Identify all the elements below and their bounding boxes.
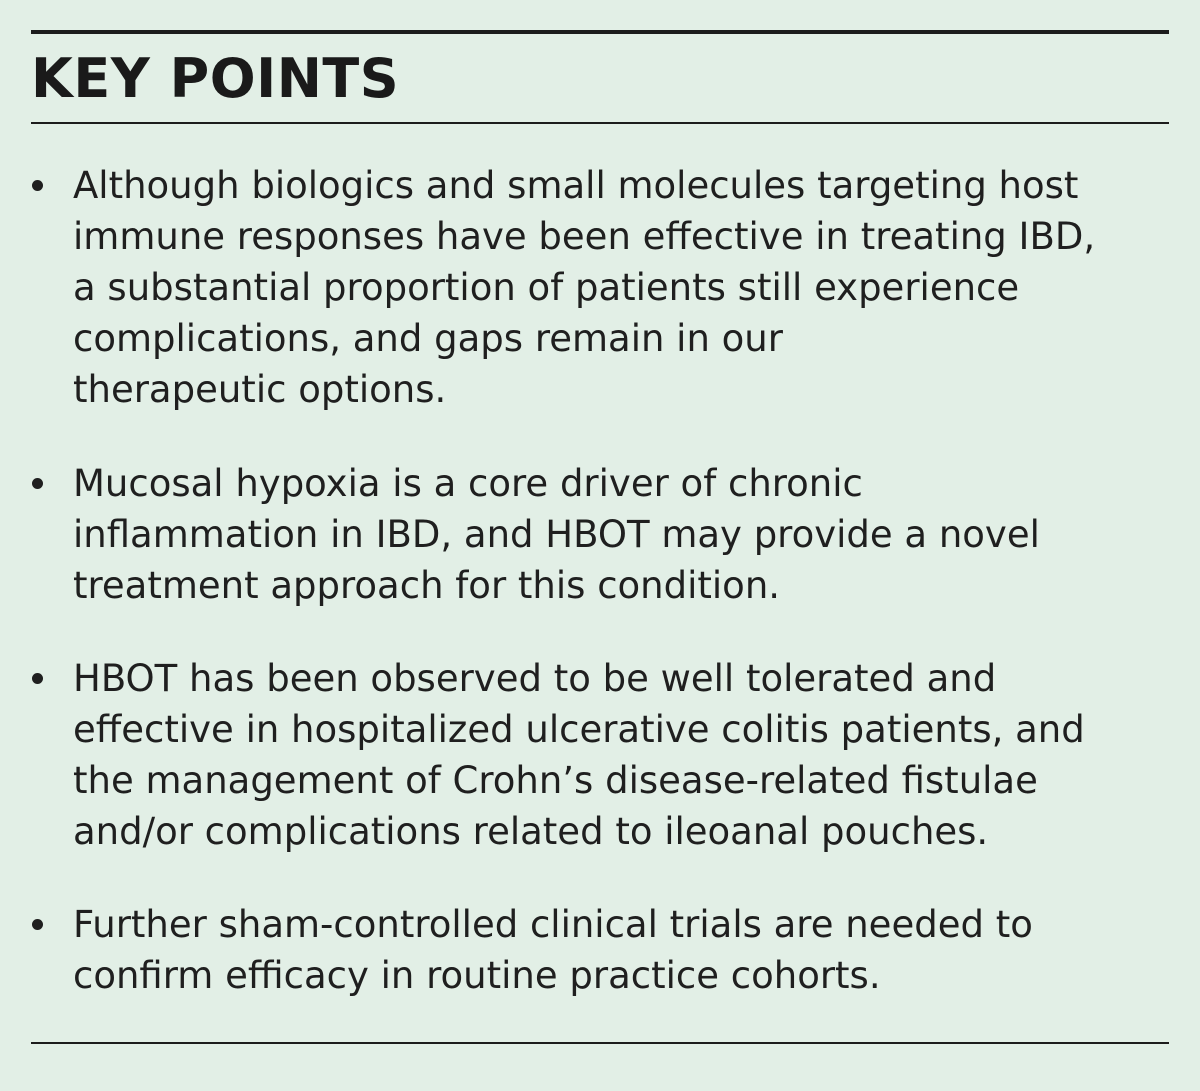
point-line: HBOT has been observed to be well tolerated and	[73, 657, 997, 700]
point-line: Although biologics and small molecules targeting host	[73, 164, 1079, 207]
key-point-3	[73, 653, 1173, 857]
key-point-2	[73, 458, 1173, 611]
bullet-icon	[32, 180, 43, 191]
key-point-1	[73, 160, 1173, 415]
key-point-4	[73, 899, 1173, 1001]
key-points-heading: KEY POINTS	[31, 47, 400, 110]
top-rule	[31, 30, 1169, 34]
bullet-icon	[32, 919, 43, 930]
point-line: the management of Crohn’s disease-related fistulae	[73, 759, 1038, 802]
point-line: therapeutic options.	[73, 368, 447, 411]
point-line: confirm efficacy in routine practice cohorts.	[73, 954, 881, 997]
point-line: a substantial proportion of patients still experience	[73, 266, 1020, 309]
point-line: Further sham-controlled clinical trials are needed to	[73, 903, 1033, 946]
point-line: complications, and gaps remain in our	[73, 317, 783, 360]
point-line: and/or complications related to ileoanal pouches.	[73, 810, 989, 853]
bottom-rule	[31, 1042, 1169, 1044]
heading-divider	[31, 122, 1169, 124]
point-line: immune responses have been effective in treating IBD,	[73, 215, 1096, 258]
point-line: treatment approach for this condition.	[73, 564, 781, 607]
point-line: effective in hospitalized ulcerative colitis patients, and	[73, 708, 1085, 751]
point-line: Mucosal hypoxia is a core driver of chronic	[73, 462, 863, 505]
bullet-icon	[32, 673, 43, 684]
point-line: inflammation in IBD, and HBOT may provide a novel	[73, 513, 1040, 556]
bullet-icon	[32, 478, 43, 489]
